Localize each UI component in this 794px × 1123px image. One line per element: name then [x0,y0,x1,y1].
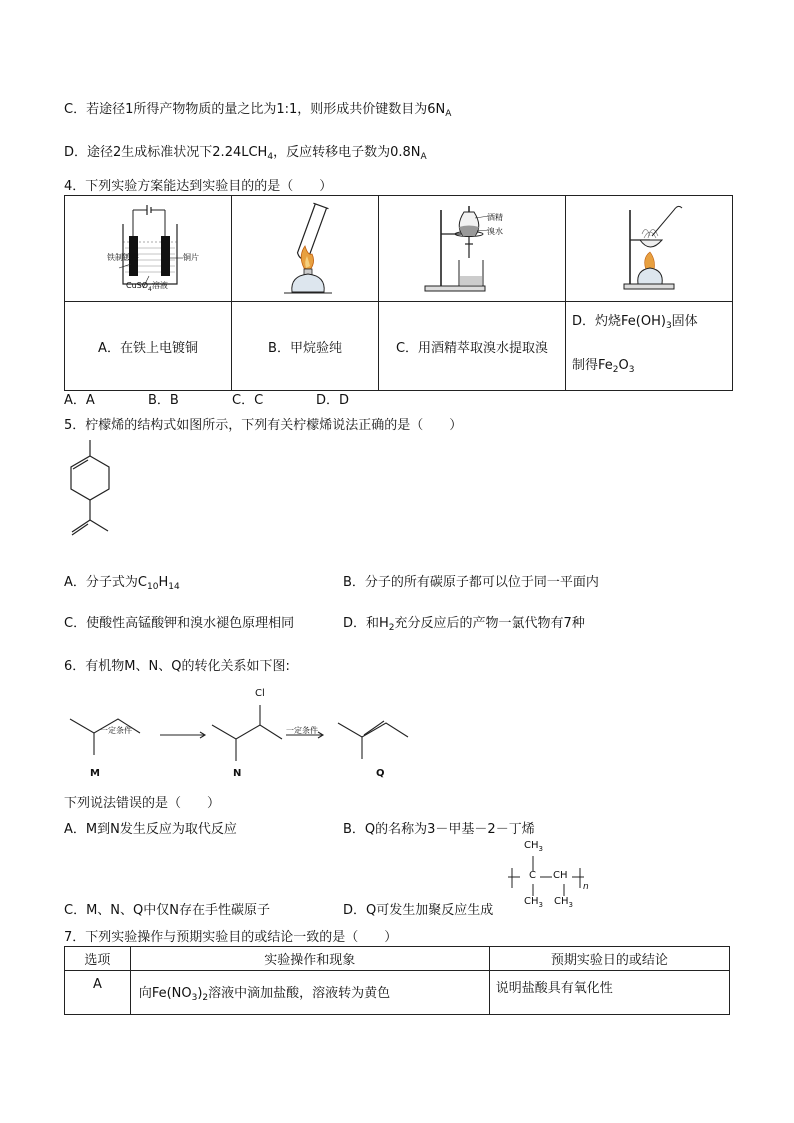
q3-option-d-sub1: 4 [267,152,274,162]
table-row [65,971,730,1015]
q4-fig-burning [566,196,733,302]
q6-poly-ch3-b1 [524,896,543,909]
q5-option-d [343,612,585,633]
q7-table [64,946,730,1015]
q6-stem: 6．有机物M、N、Q的转化关系如下图: [64,659,290,674]
q4-label-iron: 铁制镀件 [107,253,139,262]
q4-label-alcohol: 酒精 [487,213,503,222]
q3-option-d-text-b: ，反应转移电子数为0.8N [273,145,421,160]
q5-option-c: C．使酸性高锰酸钾和溴水褪色原理相同 [64,616,295,631]
q5-option-a-a: A．分子式为C [64,575,147,590]
q7-row-a-op-sub2: 2 [202,993,209,1003]
q3-option-c-text: 若途径1所得产物物质的量之比为1:1，则形成共价键数目为6N [86,102,446,117]
q4-cell-d-sub2: 2 [612,365,619,375]
q4-label-cuso4-text: CuSO [126,281,149,290]
q4-table [64,195,733,391]
q7-row-a-op-b: ) [197,986,203,1001]
q4-cell-a: A．在铁上电镀铜 [65,302,232,391]
q6-condition-1: 一定条件 [100,726,132,735]
q4-cell-c: C．用酒精萃取溴水提取溴 [379,302,566,391]
q6-option-a: A．M到N发生反应为取代反应 [64,822,237,837]
q6-poly-c: C [529,870,536,881]
q6-poly-ch3-top-text: CH [524,840,539,851]
q5-option-a-b: H [158,575,169,590]
q4-stem: 4．下列实验方案能达到实验目的的是（ ） [64,179,333,194]
q4-answers [64,389,349,408]
q4-cell-d-d: O [618,358,629,373]
q6-poly-ch3-b2-text: CH [554,896,569,907]
q7-row-a-op-sub: 3 [191,993,198,1003]
q3-option-d [64,141,427,162]
q4-answer-b: B．B [148,393,179,408]
q4-cell-d-sub1: 3 [665,321,672,331]
q4-cell-b: B．甲烷验纯 [232,302,379,391]
q5-option-a-s1: 10 [146,582,159,592]
q4-cell-d [566,302,733,391]
q5-limonene-structure [60,436,130,556]
q6-poly-ch3-b2 [554,896,573,909]
q7-row-a-conclusion: 说明盐酸具有氧化性 [489,971,729,1015]
q5-option-b: B．分子的所有碳原子都可以位于同一平面内 [343,575,599,590]
q6-poly-ch: CH [553,870,568,881]
q6-option-c: C．M、N、Q中仅N存在手性碳原子 [64,903,270,918]
q4-label-cuso4-tail: 溶液 [151,281,168,290]
q3-option-c [64,98,451,119]
q4-label-cuso4-sub: 4 [148,286,152,293]
q6-poly-ch3-top-sub: 3 [538,845,543,853]
q6-poly-ch3-top [524,840,543,853]
q6-poly-n: n [583,882,589,892]
q4-cell-d-c: 制得Fe [572,358,613,373]
q6-poly-ch3-b1-text: CH [524,896,539,907]
q7-row-a-operation [130,971,489,1015]
q7-header-operation: 实验操作和现象 [130,947,489,971]
q6-prompt: 下列说法错误的是（ ） [64,796,221,811]
q5-option-a [64,571,180,592]
q6-polymer-structure [506,840,590,910]
q3-option-d-label: D． [64,145,88,160]
q7-stem: 7．下列实验操作与预期实验目的或结论一致的是（ ） [64,930,398,945]
q4-cell-d-b: 固体 [671,314,698,329]
q7-header-option: 选项 [65,947,131,971]
q6-label-n: N [233,768,242,779]
q4-label-brwater: 溴水 [487,227,503,236]
q4-answer-c: C．C [232,393,264,408]
q5-option-d-a: D．和H [343,616,389,631]
q3-option-c-sub: A [445,109,452,119]
q6-cl-label: Cl [255,688,265,699]
q6-option-b: B．Q的名称为3－甲基－2－丁烯 [343,822,535,837]
q7-row-a-op-a: 向Fe(NO [138,986,192,1001]
q5-option-d-s1: 2 [388,623,395,633]
q4-answer-d: D．D [316,393,350,408]
q6-option-d: D．Q可发生加聚反应生成 [343,903,494,918]
q4-cell-d-sub3: 3 [628,365,635,375]
q4-label-copper: 铜片 [183,253,199,262]
q7-header-conclusion: 预期实验日的或结论 [489,947,729,971]
q4-cell-d-a: D．灼烧Fe(OH) [572,314,666,329]
q4-fig-extraction [379,196,566,302]
q7-row-a-option: A [65,971,131,1015]
q5-option-a-s2: 14 [168,582,180,592]
q4-answer-a: A．A [64,393,95,408]
q6-poly-ch3-b1-sub: 3 [538,901,543,909]
q6-poly-ch3-b2-sub: 3 [568,901,573,909]
q3-option-d-sub2: A [420,152,427,162]
q7-row-a-op-c: 溶液中滴加盐酸，溶液转为黄色 [208,986,391,1001]
q4-label-cuso4 [126,280,168,293]
q6-condition-2: 一定条件 [286,726,318,735]
q4-fig-methane-test [232,196,379,302]
q3-option-c-label: C． [64,102,87,117]
q5-stem: 5．柠檬烯的结构式如图所示，下列有关柠檬烯说法正确的是（ ） [64,418,463,433]
q5-option-d-b: 充分反应后的产物一氯代物有7种 [394,616,585,631]
q6-label-m: M [90,768,100,779]
q6-label-q: Q [376,768,385,779]
q3-option-d-text-a: 途径2生成标准状况下2.24LCH [87,145,268,160]
